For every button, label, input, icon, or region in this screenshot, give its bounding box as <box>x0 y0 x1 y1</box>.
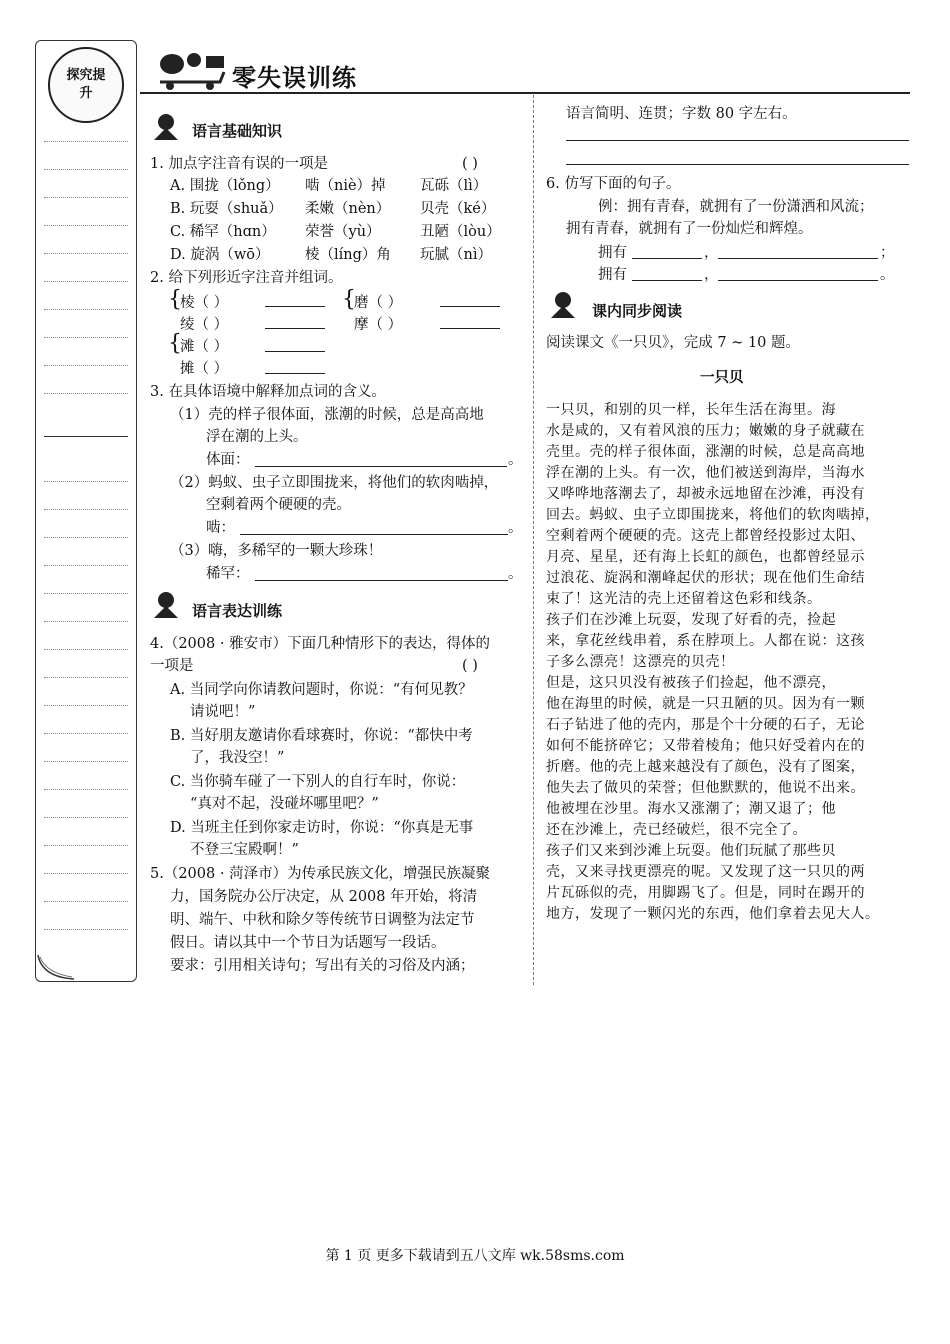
passage-line: 回去。蚂蚁、虫子立即围拢来，将他们的软肉啮掉， <box>546 507 880 523</box>
passage-line: 壳，又来寻找更漂亮的呢。又发现了这一只贝的两 <box>546 864 865 880</box>
passage-line: 还在沙滩上，壳已经破烂，很不完全了。 <box>546 822 807 838</box>
q1-option-a-2: 啮（niè）掉 <box>305 178 386 194</box>
note-line <box>44 733 128 734</box>
q2-char-2: 绫（ ） <box>180 317 229 333</box>
q2-blank-2[interactable] <box>265 328 325 329</box>
passage-line: 过浪花、旋涡和潮峰起伏的形状；现在他们生命结 <box>546 570 865 586</box>
passage-line: 一只贝，和别的贝一样，长年生活在海里。海 <box>546 402 836 418</box>
reading-intro: 阅读课文《一只贝》，完成 7 ~ 10 题。 <box>546 335 801 351</box>
note-line <box>44 901 128 902</box>
q2-blank-5[interactable] <box>265 351 325 352</box>
section-title-reading: 课内同步阅读 <box>592 302 683 320</box>
column-divider <box>533 95 534 985</box>
note-line <box>44 565 128 566</box>
page-title: 零失误训练 <box>232 64 357 92</box>
q5-answer-line-2[interactable] <box>566 164 909 165</box>
q6-fill-2-label: 拥有 <box>598 267 627 283</box>
q1-option-b-1: B. 玩耍（shuǎ） <box>170 201 283 217</box>
q4-option-a-1: A. 当同学向你请教问题时，你说：“有何见教？ <box>170 682 473 698</box>
q1-option-c-3: 丑陋（lòu） <box>420 224 501 240</box>
q1-option-b-2: 柔嫩（nèn） <box>305 201 391 217</box>
page-curl-icon <box>36 953 76 981</box>
q3-sentence-1b: 浮在潮的上头。 <box>206 429 308 445</box>
section-mascot-icon <box>545 290 581 320</box>
q5-answer-line-1[interactable] <box>566 140 909 141</box>
passage-line: 他失去了做贝的荣誉；但他默默的，他说不出来。 <box>546 780 865 796</box>
q3-answer-1[interactable] <box>255 466 507 467</box>
q6-fill-2a[interactable] <box>632 280 702 281</box>
passage-line: 如何不能挤碎它；又带着棱角；他只好受着内在的 <box>546 738 865 754</box>
q3-sentence-1a: （1）壳的样子很体面，涨潮的时候，总是高高地 <box>170 407 484 423</box>
section-mascot-icon <box>148 112 184 142</box>
q4-option-a-2: 请说吧！” <box>190 704 256 720</box>
q5-line-2: 力，国务院办公厅决定，从 2008 年开始，将清 <box>170 889 478 905</box>
q6-example-1: 例：拥有青春，就拥有了一份潇洒和风流； <box>598 199 874 215</box>
note-line <box>44 337 128 338</box>
q5-line-3: 明、端午、中秋和除夕等传统节日调整为法定节 <box>170 912 475 928</box>
note-line <box>44 481 128 482</box>
note-line <box>44 509 128 510</box>
q6-fill-1a[interactable] <box>632 258 702 259</box>
passage-line: 来，拿花丝线串着，系在脖项上。人都在说：这孩 <box>546 633 865 649</box>
q3-period: 。 <box>508 452 523 468</box>
q1-option-a-3: 瓦砾（lì） <box>420 178 488 194</box>
brace: { <box>342 287 356 312</box>
q1-answer-paren[interactable]: ( ) <box>462 156 478 172</box>
note-line <box>44 365 128 366</box>
q3-answer-3[interactable] <box>255 580 508 581</box>
q4-option-d-1: D. 当班主任到你家走访时，你说：“你真是无事 <box>170 820 474 836</box>
q1-option-b-3: 贝壳（ké） <box>420 201 496 217</box>
q2-char-5: 滩（ ） <box>180 339 229 355</box>
reading-title: 一只贝 <box>700 369 744 386</box>
q6-example-2: 拥有青春，就拥有了一份灿烂和辉煌。 <box>566 221 813 237</box>
q3-word-3: 稀罕： <box>206 566 250 582</box>
passage-line: 折磨。他的壳上越来越没有了颜色，没有了图案， <box>546 759 865 775</box>
passage-line: 空剩着两个硬硬的壳。这壳上都曾经投影过太阳、 <box>546 528 865 544</box>
q6-fill-2b[interactable] <box>718 280 878 281</box>
note-line <box>44 225 128 226</box>
q2-blank-6[interactable] <box>265 373 325 374</box>
note-line <box>44 677 128 678</box>
q1-stem: 1. 加点字注音有误的一项是 <box>150 156 328 172</box>
q6-fill-1-label: 拥有 <box>598 245 627 261</box>
note-line <box>44 705 128 706</box>
note-line <box>44 649 128 650</box>
q6-semicolon: ； <box>880 245 895 261</box>
q4-option-b-2: 了，我没空！” <box>190 750 285 766</box>
note-line <box>44 537 128 538</box>
q6-period: 。 <box>880 267 895 283</box>
note-line <box>44 309 128 310</box>
q2-char-1: 棱（ ） <box>180 295 229 311</box>
q3-sentence-3: （3）嗨，多稀罕的一颗大珍珠！ <box>170 543 383 559</box>
page-footer: 第 1 页 更多下载请到五八文库 wk.58sms.com <box>325 1248 625 1264</box>
q5-line-4: 假日。请以其中一个节日为话题写一段话。 <box>170 935 446 951</box>
note-line <box>44 873 128 874</box>
passage-line: 又哗哗地落潮去了，却被永远地留在沙滩，再没有 <box>546 486 865 502</box>
q3-sentence-2b: 空剩着两个硬硬的壳。 <box>206 497 351 513</box>
notes-strip <box>35 40 137 982</box>
note-line <box>44 393 128 394</box>
note-line <box>44 169 128 170</box>
q1-option-a-1: A. 围拢（lǒng） <box>170 178 280 194</box>
q2-blank-1[interactable] <box>265 306 325 307</box>
passage-line: 浮在潮的上头。有一次，他们被送到海岸，当海水 <box>546 465 865 481</box>
q6-comma: ， <box>704 245 719 261</box>
q4-stem-1: 4.（2008 · 雅安市）下面几种情形下的表达，得体的 <box>150 636 491 652</box>
section-mascot-icon <box>148 590 184 620</box>
passage-line: 孩子们又来到沙滩上玩耍。他们玩腻了那些贝 <box>546 843 836 859</box>
passage-line: 他在海里的时候，就是一只丑陋的贝。因为有一颗 <box>546 696 865 712</box>
q5-line-5: 要求：引用相关诗句；写出有关的习俗及内涵； <box>170 958 475 974</box>
q2-char-3: 磨（ ） <box>354 295 403 311</box>
passage-line: 束了！这光洁的壳上还留着这色彩和线条。 <box>546 591 822 607</box>
note-line <box>44 593 128 594</box>
q3-period: 。 <box>508 520 523 536</box>
q1-option-c-2: 荣誉（yù） <box>305 224 381 240</box>
q5-line-6: 语言简明、连贯；字数 80 字左右。 <box>566 106 797 122</box>
passage-line: 壳里。壳的样子很体面，涨潮的时候，总是高高地 <box>546 444 865 460</box>
q3-answer-2[interactable] <box>240 534 508 535</box>
note-line <box>44 845 128 846</box>
passage-line: 水是咸的，又有着风浪的压力；嫩嫩的身子就藏在 <box>546 423 865 439</box>
note-line <box>44 141 128 142</box>
q1-option-d-2: 棱（líng）角 <box>305 247 391 263</box>
q3-sentence-2a: （2）蚂蚁、虫子立即围拢来，将他们的软肉啮掉， <box>170 475 499 491</box>
q2-blank-3[interactable] <box>440 306 500 307</box>
q6-comma: ， <box>704 267 719 283</box>
q1-option-d-1: D. 旋涡（wō） <box>170 247 270 263</box>
q6-stem: 6. 仿写下面的句子。 <box>546 176 681 192</box>
q3-period: 。 <box>508 566 523 582</box>
section-title-expression: 语言表达训练 <box>192 602 283 620</box>
note-line <box>44 789 128 790</box>
passage-line: 子多么漂亮！这漂亮的贝壳！ <box>546 654 735 670</box>
q3-word-2: 啮： <box>206 520 235 536</box>
header-rule <box>140 92 910 94</box>
note-line <box>44 197 128 198</box>
passage-line: 月亮、星星，还有海上长虹的颜色，也都曾经显示 <box>546 549 865 565</box>
note-line <box>44 817 128 818</box>
q3-stem: 3. 在具体语境中解释加点词的含义。 <box>150 384 386 400</box>
passage-line: 片瓦砾似的壳，用脚踢飞了。但是，同时在踢开的 <box>546 885 865 901</box>
passage-line: 孩子们在沙滩上玩耍，发现了好看的壳，捡起 <box>546 612 836 628</box>
q4-stem-2: 一项是 <box>150 658 194 674</box>
note-line <box>44 929 128 930</box>
passage-line: 但是，这只贝没有被孩子们捡起，他不漂亮， <box>546 675 836 691</box>
brace: { <box>168 331 182 356</box>
note-line <box>44 281 128 282</box>
note-line <box>44 253 128 254</box>
section-badge <box>48 47 124 123</box>
q1-option-c-1: C. 稀罕（hɑn） <box>170 224 276 240</box>
section-title-basic: 语言基础知识 <box>192 122 283 140</box>
q4-option-c-2: “真对不起，没碰坏哪里吧？” <box>190 796 379 812</box>
q4-option-b-1: B. 当好朋友邀请你看球赛时，你说：“都快中考 <box>170 728 473 744</box>
brace: { <box>168 287 182 312</box>
q3-word-1: 体面： <box>206 452 250 468</box>
passage-line: 地方，发现了一颗闪光的东西，他们拿着去见大人。 <box>546 906 880 922</box>
note-line <box>44 761 128 762</box>
note-line <box>44 436 128 437</box>
q2-char-4: 摩（ ） <box>354 317 403 333</box>
q2-stem: 2. 给下列形近字注音并组词。 <box>150 270 343 286</box>
badge-text: 探究提升 <box>66 68 106 101</box>
q5-line-1: 5.（2008 · 菏泽市）为传承民族文化，增强民族凝聚 <box>150 866 491 882</box>
passage-line: 石子钻进了他的壳内，那是个十分硬的石子，无论 <box>546 717 865 733</box>
q6-fill-1b[interactable] <box>718 258 878 259</box>
q2-blank-4[interactable] <box>440 328 500 329</box>
q2-char-6: 摊（ ） <box>180 361 229 377</box>
q4-option-d-2: 不登三宝殿啊！” <box>190 842 299 858</box>
note-line <box>44 621 128 622</box>
q1-option-d-3: 玩腻（nì） <box>420 247 492 263</box>
cartoon-logo-icon <box>150 42 230 92</box>
q4-answer-paren[interactable]: ( ) <box>462 658 478 674</box>
passage-line: 他被埋在沙里。海水又涨潮了；潮又退了；他 <box>546 801 836 817</box>
reading-passage <box>546 400 916 925</box>
q4-option-c-1: C. 当你骑车碰了一下别人的自行车时，你说： <box>170 774 466 790</box>
